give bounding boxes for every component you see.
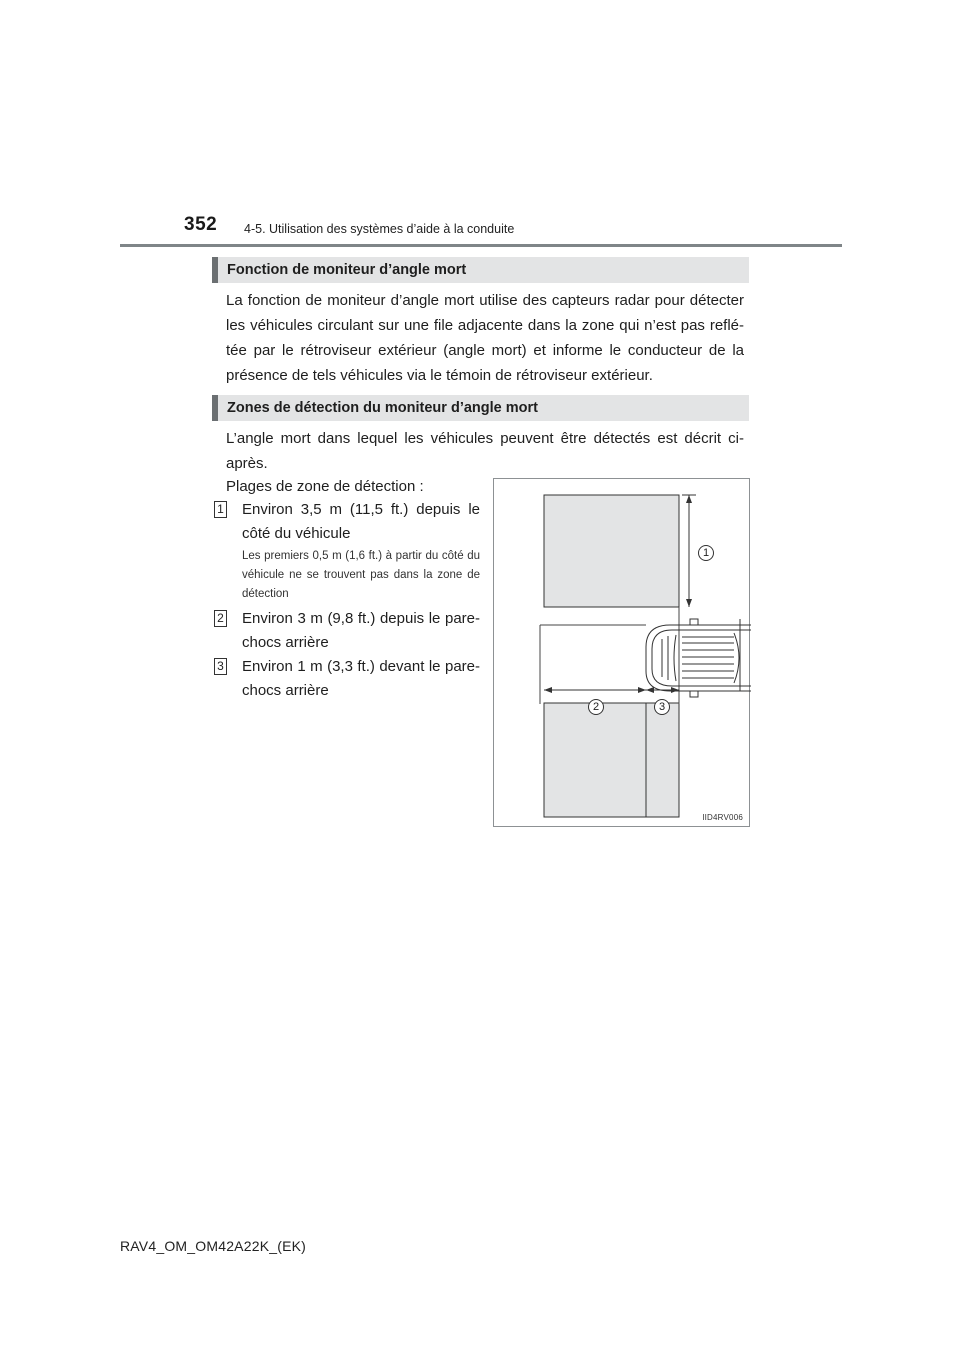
figure-label-2: 2 [588,699,604,715]
detection-note: Les premiers 0,5 m (1,6 ft.) à partir du côté du véhicule ne se trouvent pas dans la zone de détection [242,550,480,600]
list-item [214,498,480,546]
figure-code: IID4RV006 [702,813,743,822]
header-rule [120,244,842,247]
list-item-text: Environ 3,5 m (11,5 ft.) depuis le côté du véhicule [242,501,480,542]
section2-intro: L’angle mort dans lequel les véhicules peuvent être détectés est décrit ci-après. [226,430,744,472]
list-item-text: Environ 3 m (9,8 ft.) depuis le pare-chocs arrière [242,610,480,651]
number-badge: 1 [214,501,227,518]
vehicle-outline [646,619,751,697]
number-badge: 2 [214,610,227,627]
figure-label-3: 3 [654,699,670,715]
list-item [214,655,480,703]
ranges-label: Plages de zone de détection : [226,478,424,495]
figure-label-1: 1 [698,545,714,561]
number-badge: 3 [214,658,227,675]
rear-detection-zone [544,703,679,817]
page-number: 352 [184,214,218,235]
side-detection-zone [544,495,679,607]
footer-doc-id: RAV4_OM_OM42A22K_(EK) [120,1238,307,1254]
list-item [214,607,480,655]
section-title-detection-zones: Zones de détection du moniteur d’angle mort [212,395,749,421]
chapter-title: 4-5. Utilisation des systèmes d’aide à la conduite [244,222,515,236]
section1-body: La fonction de moniteur d’angle mort utilise des capteurs radar pour détecter les véhicules circulant sur une file adjacente dans la zone qui n’est pas reflé-tée par le rétroviseur extérieur (angle mort) et informe le conducteur de la présence de tels véhicules via le témoin de rétroviseur extérieur. [226,292,744,384]
list-item-text: Environ 1 m (3,3 ft.) devant le pare-chocs arrière [242,658,480,699]
detection-zone-diagram [494,479,751,828]
detection-zone-figure [493,478,750,827]
section-title-blind-spot-function: Fonction de moniteur d’angle mort [212,257,749,283]
